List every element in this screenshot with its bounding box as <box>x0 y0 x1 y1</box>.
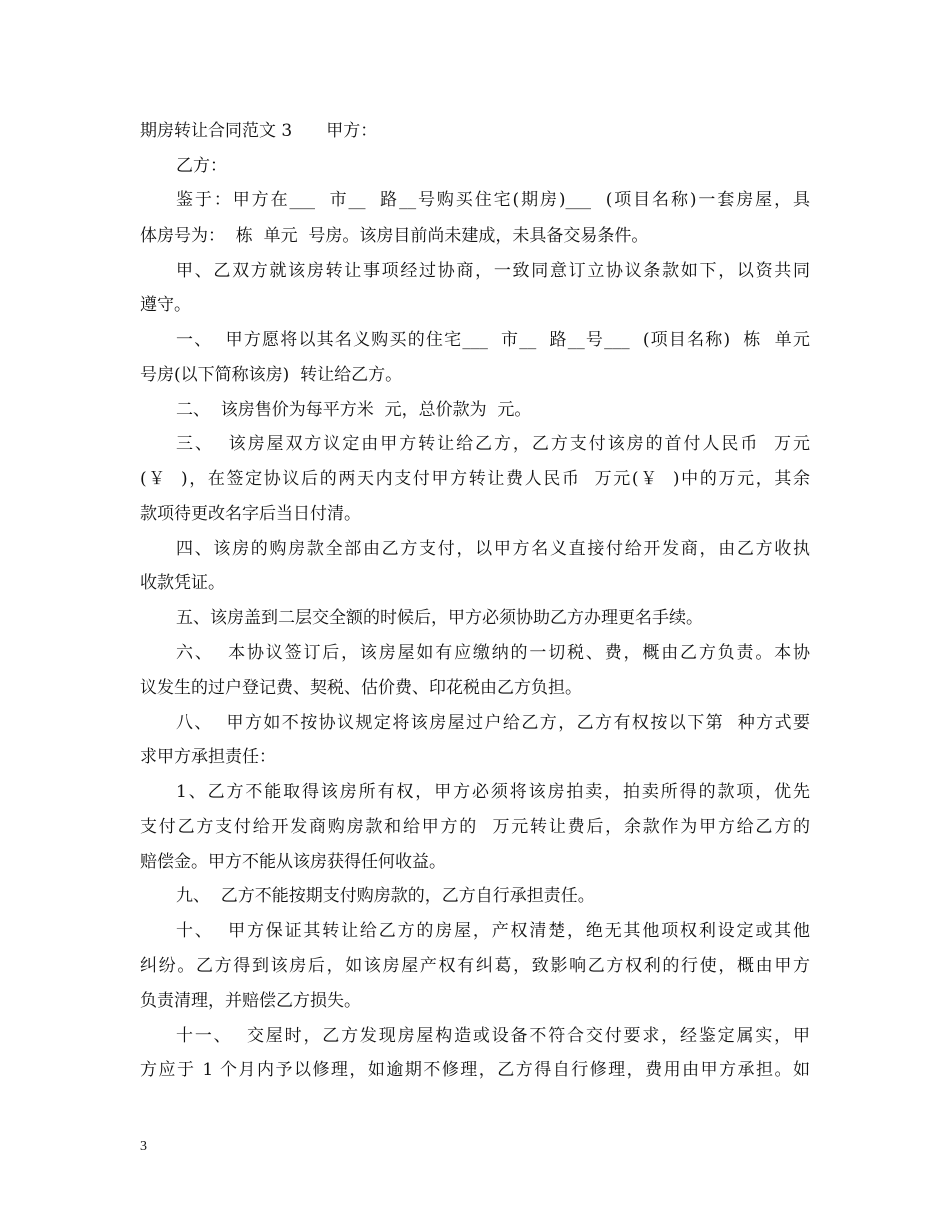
text-line: 九、 乙方不能按期支付购房款的，乙方自行承担责任。 <box>176 886 595 906</box>
text-line: 四、该房的购房款全部由乙方支付，以甲方名义直接付给开发商，由乙方收执 <box>176 539 810 559</box>
text-line: 遵守。 <box>140 295 191 315</box>
text-line: 二、 该房售价为每平方米 元，总价款为 元。 <box>176 400 532 420</box>
text-line: 十一、 交屋时，乙方发现房屋构造或设备不符合交付要求，经鉴定属实，甲 <box>176 1026 810 1046</box>
text-line: 甲、乙双方就该房转让事项经过协商，一致同意订立协议条款如下，以资共同 <box>176 261 810 281</box>
text-line: (￥ )，在签定协议后的两天内支付甲方转让费人民币 万元(￥ )中的万元，其余 <box>140 469 810 489</box>
text-line: 支付乙方支付给开发商购房款和给甲方的 万元转让费后，余款作为甲方给乙方的 <box>140 817 810 837</box>
text-line: 六、 本协议签订后，该房屋如有应缴纳的一切税、费，概由乙方负责。本协 <box>176 643 810 663</box>
text-line: 赔偿金。甲方不能从该房获得任何收益。 <box>140 852 446 872</box>
text-line: 款项待更改名字后当日付清。 <box>140 504 361 524</box>
text-line: 一、 甲方愿将以其名义购买的住宅___ 市__ 路__号___ (项目名称) 栋 单元 <box>176 330 810 350</box>
text-line: 五、该房盖到二层交全额的时候后，甲方必须协助乙方办理更名手续。 <box>176 608 703 628</box>
text-line: 求甲方承担责任： <box>140 747 276 767</box>
text-line: 收款凭证。 <box>140 573 225 593</box>
text-line: 负责清理，并赔偿乙方损失。 <box>140 991 361 1011</box>
text-line: 体房号为： 栋 单元 号房。该房目前尚未建成，未具备交易条件。 <box>140 226 649 246</box>
text-line: 方应于 1 个月内予以修理，如逾期不修理，乙方得自行修理，费用由甲方承担。如 <box>140 1060 810 1080</box>
page-number: 3 <box>140 1139 147 1154</box>
text-line: 三、 该房屋双方议定由甲方转让给乙方，乙方支付该房的首付人民币 万元 <box>176 434 810 454</box>
text-line: 八、 甲方如不按协议规定将该房屋过户给乙方，乙方有权按以下第 种方式要 <box>176 713 810 733</box>
text-line: 期房转让合同范文 3 甲方： <box>140 121 378 141</box>
text-line: 号房(以下简称该房) 转让给乙方。 <box>140 365 403 385</box>
text-line: 十、 甲方保证其转让给乙方的房屋，产权清楚，绝无其他项权利设定或其他 <box>176 921 810 941</box>
text-line: 纠纷。乙方得到该房后，如该房屋产权有纠葛，致影响乙方权利的行使，概由甲方 <box>140 956 810 976</box>
text-line: 乙方： <box>176 156 227 176</box>
text-line: 1、乙方不能取得该房所有权，甲方必须将该房拍卖，拍卖所得的款项，优先 <box>176 782 810 802</box>
text-line: 鉴于：甲方在___ 市__ 路__号购买住宅(期房)___ (项目名称)一套房屋，具 <box>176 190 810 210</box>
text-line: 议发生的过户登记费、契税、估价费、印花税由乙方负担。 <box>140 678 582 698</box>
